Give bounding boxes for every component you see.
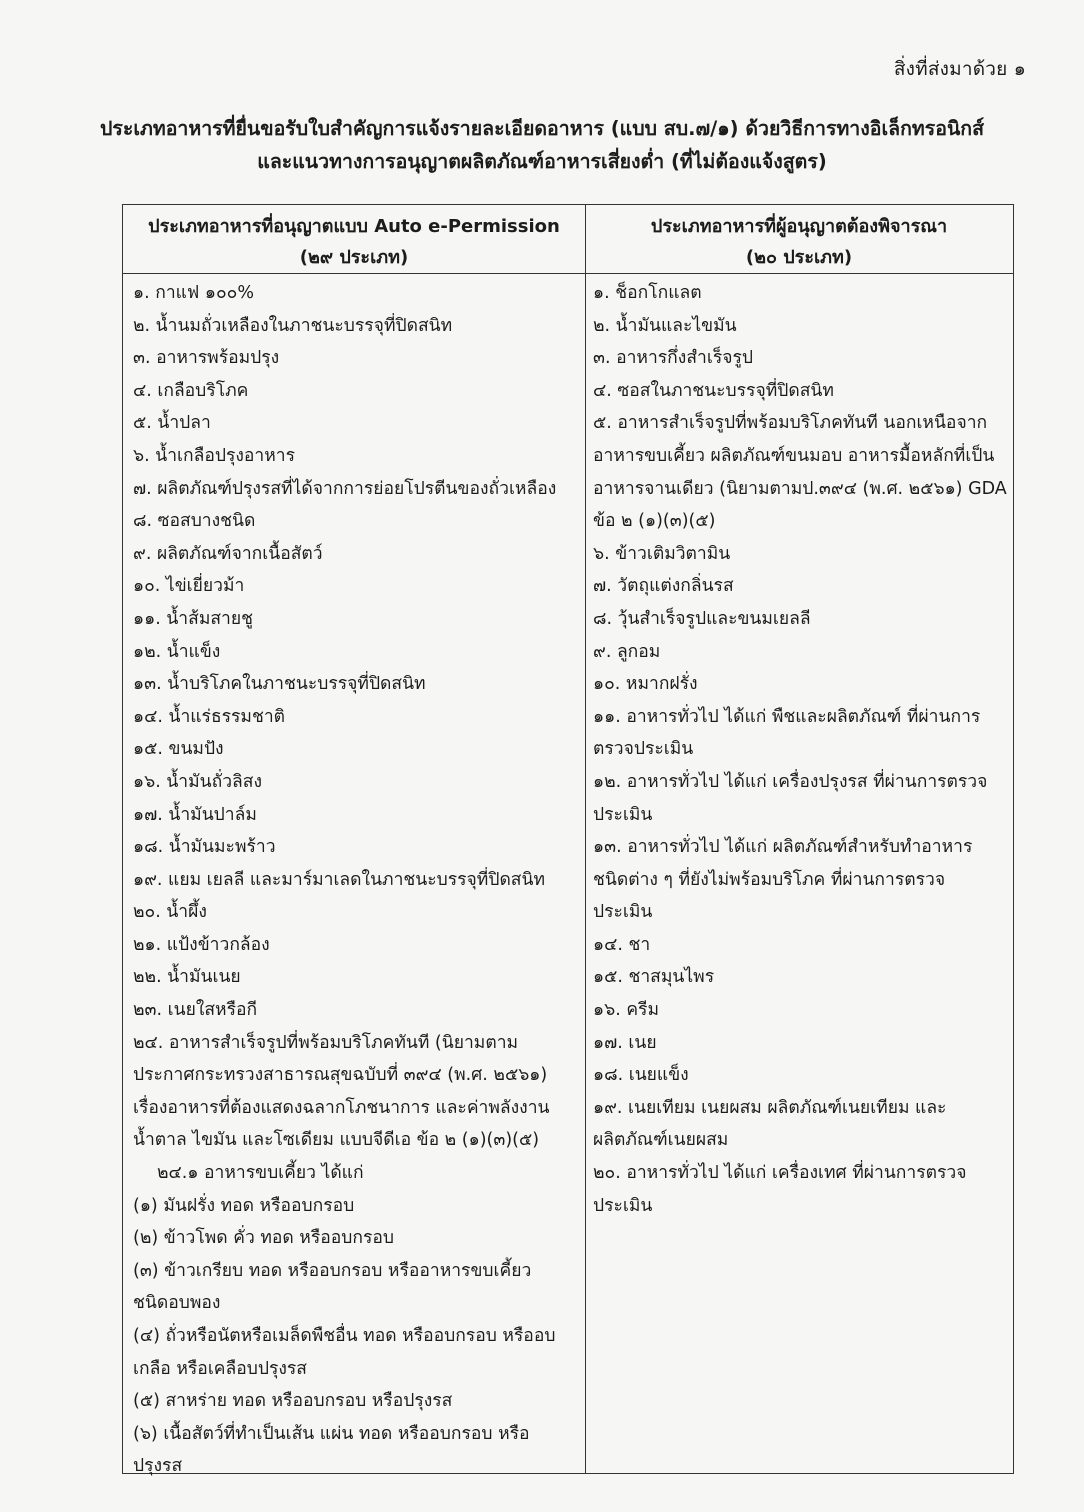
list-item: ๓. อาหารกึ่งสำเร็จรูป — [593, 348, 753, 369]
column-divider — [585, 205, 586, 1473]
left-header-line-1: ประเภทอาหารที่อนุญาตแบบ Auto e-Permission — [148, 216, 560, 237]
review-required-list — [593, 277, 1007, 1222]
list-item: ๒๒. น้ำมันเนย — [133, 967, 241, 988]
list-item: ๑๖. ครีม — [593, 1000, 659, 1021]
list-item: ๙. ผลิตภัณฑ์จากเนื้อสัตว์ — [133, 543, 323, 564]
left-header-line-2: (๒๙ ประเภท) — [299, 247, 409, 268]
list-item: ๖. น้ำเกลือปรุงอาหาร — [133, 445, 295, 466]
list-item: ๖. ข้าวเติมวิตามิน — [593, 543, 731, 564]
list-item: (๖) เนื้อสัตว์ที่ทำเป็นเส้น แผ่น ทอด หรืออบกรอบ หรือ — [133, 1423, 530, 1444]
list-item: ๒๐. อาหารทั่วไป ได้แก่ เครื่องเทศ ที่ผ่านการตรวจ — [593, 1163, 967, 1184]
list-item: อาหารจานเดียว (นิยามตามป.๓๙๔ (พ.ศ. ๒๕๖๑) GDA — [593, 478, 1007, 499]
list-item: ๑๓. อาหารทั่วไป ได้แก่ ผลิตภัณฑ์สำหรับทำอาหาร — [593, 837, 973, 858]
list-item: ๑๓. น้ำบริโภคในภาชนะบรรจุที่ปิดสนิท — [133, 674, 426, 695]
list-item: ๑๙. เนยเทียม เนยผสม ผลิตภัณฑ์เนยเทียม และ — [593, 1097, 947, 1118]
list-item: เกลือ หรือเคลือบปรุงรส — [133, 1358, 307, 1379]
list-item: ๒๐. น้ำผึ้ง — [133, 902, 207, 923]
list-item: ๔. ซอสในภาชนะบรรจุที่ปิดสนิท — [593, 380, 834, 401]
right-column-header — [585, 211, 1013, 273]
list-item: ๒๑. แป้งข้าวกล้อง — [133, 934, 270, 955]
auto-permission-list — [133, 277, 577, 1483]
list-item: ๑๖. น้ำมันถั่วลิสง — [133, 771, 263, 792]
list-item: ๑๕. ขนมปัง — [133, 739, 224, 760]
list-item: ข้อ ๒ (๑)(๓)(๕) — [593, 511, 716, 532]
list-item: ๒. น้ำมันและไขมัน — [593, 315, 737, 336]
list-item: ๘. วุ้นสำเร็จรูปและขนมเยลลี — [593, 608, 811, 629]
list-item: (๕) สาหร่าย ทอด หรืออบกรอบ หรือปรุงรส — [133, 1391, 453, 1412]
list-item: อาหารขบเคี้ยว ผลิตภัณฑ์ขนมอบ อาหารมื้อหลักที่เป็น — [593, 445, 995, 466]
list-item: น้ำตาล ไขมัน และโซเดียม แบบจีดีเอ ข้อ ๒ (๑)(๓)(๕) — [133, 1130, 540, 1151]
list-item: ๑๔. น้ำแร่ธรรมชาติ — [133, 706, 286, 727]
list-item: ๓. อาหารพร้อมปรุง — [133, 348, 280, 369]
list-item: ๘. ซอสบางชนิด — [133, 511, 256, 532]
list-item: ๙. ลูกอม — [593, 641, 661, 662]
list-item: (๑) มันฝรั่ง ทอด หรืออบกรอบ — [133, 1195, 355, 1216]
list-item: ประกาศกระทรวงสาธารณสุขฉบับที่ ๓๙๔ (พ.ศ. ๒๕๖๑) — [133, 1065, 548, 1086]
list-item: (๒) ข้าวโพด คั่ว ทอด หรืออบกรอบ — [133, 1228, 394, 1249]
right-header-line-1: ประเภทอาหารที่ผู้อนุญาตต้องพิจารณา — [650, 216, 948, 237]
list-item: ๕. อาหารสำเร็จรูปที่พร้อมบริโภคทันที นอกเหนือจาก — [593, 413, 988, 434]
list-item: ๑๘. เนยแข็ง — [593, 1065, 689, 1086]
list-item: ชนิดต่าง ๆ ที่ยังไม่พร้อมบริโภค ที่ผ่านการตรวจ — [593, 869, 946, 890]
list-item: ๑. กาแฟ ๑๐๐% — [133, 283, 254, 303]
list-item: ปรุงรส — [133, 1456, 183, 1477]
list-item: ประเมิน — [593, 902, 653, 923]
list-item: ๑๗. น้ำมันปาล์ม — [133, 804, 257, 825]
list-item: ๑๑. น้ำส้มสายชู — [133, 608, 253, 629]
list-item: ๕. น้ำปลา — [133, 413, 211, 434]
right-header-line-2: (๒๐ ประเภท) — [745, 247, 853, 268]
list-item: ๑๐. หมากฝรั่ง — [593, 674, 698, 695]
list-item: ๑๔. ชา — [593, 934, 651, 955]
attachment-label: สิ่งที่ส่งมาด้วย ๑ — [893, 58, 1026, 80]
list-item: ชนิดอบพอง — [133, 1293, 221, 1314]
food-category-table — [122, 204, 1014, 1477]
list-item: ๑๙. แยม เยลลี และมาร์มาเลดในภาชนะบรรจุที่ปิดสนิท — [133, 869, 545, 890]
list-item: ๑๐. ไข่เยี่ยวม้า — [133, 576, 245, 597]
list-item: ๗. วัตถุแต่งกลิ่นรส — [593, 576, 734, 597]
list-item: ๑. ช็อกโกแลต — [593, 283, 702, 303]
header-divider — [123, 273, 1013, 274]
list-item: ๑๘. น้ำมันมะพร้าว — [133, 837, 276, 858]
list-item: ๗. ผลิตภัณฑ์ปรุงรสที่ได้จากการย่อยโปรตีนของถั่วเหลือง — [133, 478, 557, 499]
title-line-1: ประเภทอาหารที่ยื่นขอรับใบสำคัญการแจ้งรายละเอียดอาหาร (แบบ สบ.๗/๑) ด้วยวิธีการทางอิเล็กทรอนิกส์ — [100, 117, 984, 140]
list-item: ผลิตภัณฑ์เนยผสม — [593, 1130, 729, 1151]
list-item: ๔. เกลือบริโภค — [133, 380, 249, 401]
list-item: ๑๑. อาหารทั่วไป ได้แก่ พืชและผลิตภัณฑ์ ที่ผ่านการ — [593, 706, 981, 727]
list-item: ประเมิน — [593, 804, 653, 825]
document-title — [0, 112, 1084, 178]
list-item: ตรวจประเมิน — [593, 739, 694, 760]
list-item: ๑๒. อาหารทั่วไป ได้แก่ เครื่องปรุงรส ที่ผ่านการตรวจ — [593, 771, 988, 792]
list-item: ๑๒. น้ำแข็ง — [133, 641, 221, 662]
list-item: เรื่องอาหารที่ต้องแสดงฉลากโภชนาการ และค่าพลังงาน — [133, 1097, 550, 1118]
list-item: ๒๓. เนยใสหรือกี — [133, 1000, 258, 1021]
list-item: ๒๔. อาหารสำเร็จรูปที่พร้อมบริโภคทันที (นิยามตาม — [133, 1032, 519, 1053]
list-item: (๓) ข้าวเกรียบ ทอด หรืออบกรอบ หรืออาหารขบเคี้ยว — [133, 1260, 532, 1281]
left-column-header — [123, 211, 585, 273]
list-item: ประเมิน — [593, 1195, 653, 1216]
title-line-2: และแนวทางการอนุญาตผลิตภัณฑ์อาหารเสี่ยงต่ำ (ที่ไม่ต้องแจ้งสูตร) — [257, 150, 827, 173]
list-item: ๑๕. ชาสมุนไพร — [593, 967, 715, 988]
list-item: ๑๗. เนย — [593, 1032, 657, 1053]
list-item: (๔) ถั่วหรือนัตหรือเมล็ดพืชอื่น ทอด หรืออบกรอบ หรืออบ — [133, 1326, 556, 1346]
list-item: ๒. น้ำนมถั่วเหลืองในภาชนะบรรจุที่ปิดสนิท — [133, 315, 453, 336]
list-item: ๒๔.๑ อาหารขบเคี้ยว ได้แก่ — [157, 1163, 364, 1184]
